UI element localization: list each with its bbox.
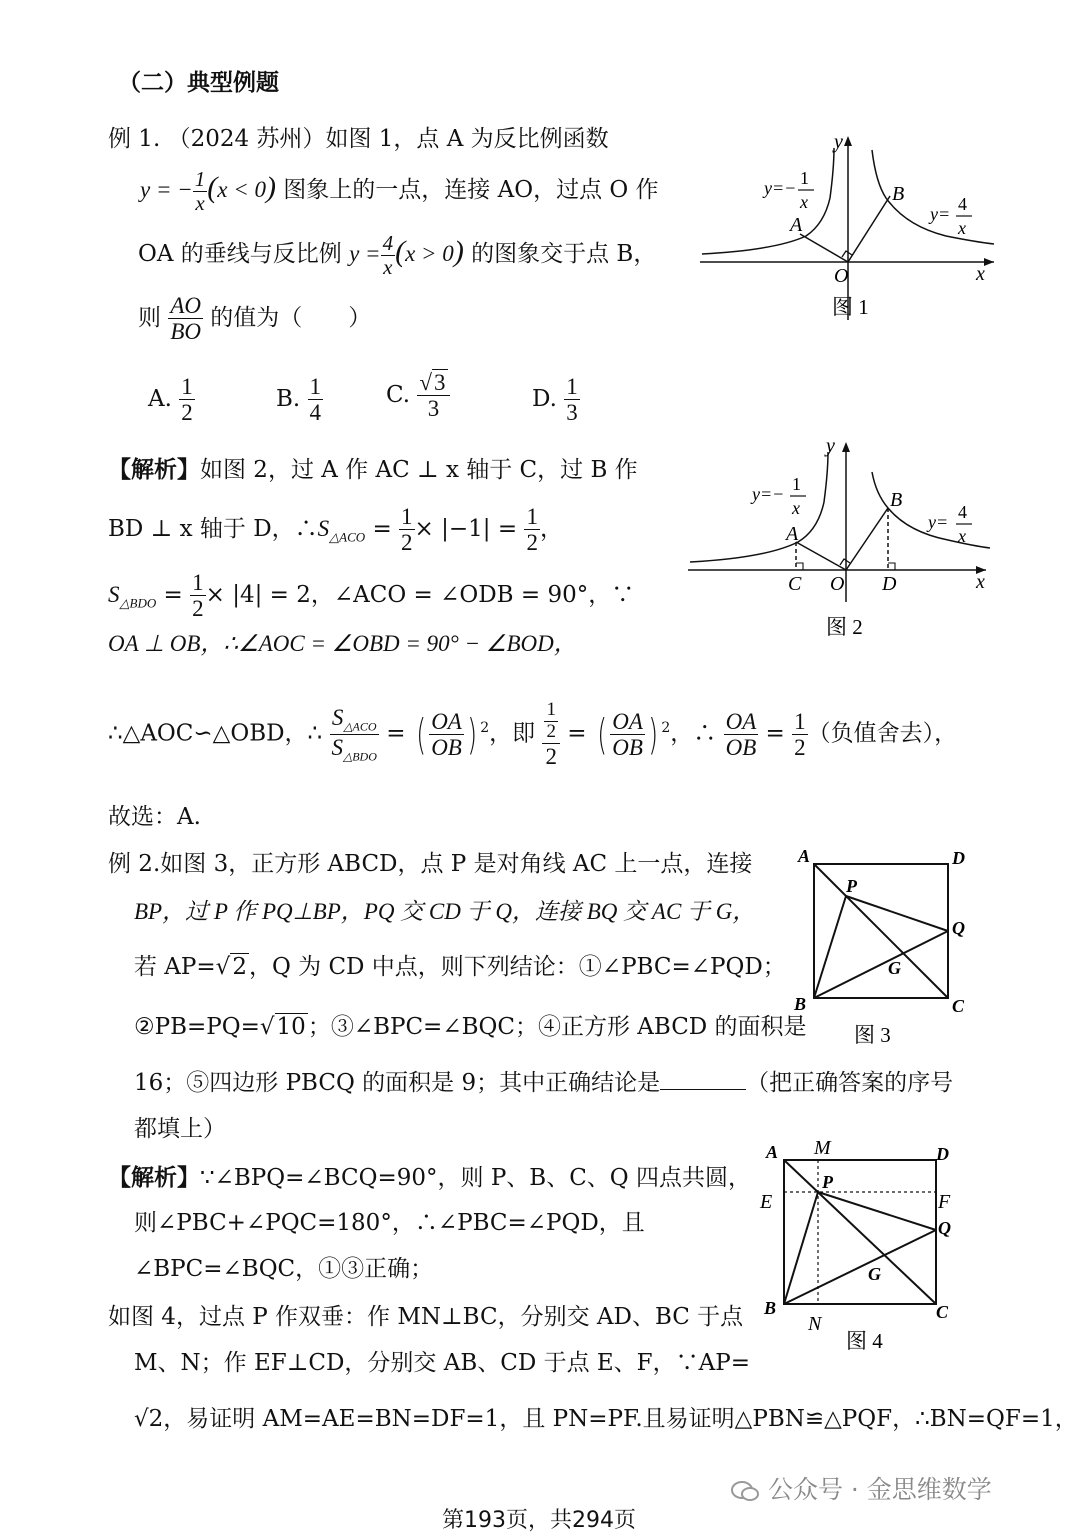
- svg-text:Q: Q: [952, 918, 965, 938]
- ex2-line2: BP，过 P 作 PQ⊥BP，PQ 交 CD 于 Q，连接 BQ 交 AC 于 G，: [134, 899, 756, 924]
- fig2-caption: 图 2: [826, 615, 863, 639]
- svg-text:P: P: [846, 876, 857, 896]
- sol1-line1: 【解析】如图 2，过 A 作 AC ⊥ x 轴于 C，过 B 作: [108, 456, 638, 483]
- svg-text:x: x: [800, 192, 808, 212]
- svg-text:C: C: [936, 1302, 949, 1322]
- ex1-source: （2024 苏州）: [167, 126, 326, 152]
- figure-4: [756, 1134, 970, 1360]
- sol1-line4: OA ⊥ OB，∴∠AOC = ∠OBD = 90° − ∠BOD，: [108, 631, 577, 656]
- svg-text:F: F: [938, 1191, 951, 1213]
- sol2-line2: 则∠PBC+∠PQC=180°，∴∠PBC=∠PQD，且: [134, 1210, 645, 1236]
- sol1-line2: BD ⊥ x 轴于 D，$\therefore S_{\triangle ACO}$ = $\frac{1}{2}$ × |−1| = $\frac{1}{2}$ ，: [108, 504, 563, 556]
- answer-blank[interactable]: [660, 1089, 746, 1090]
- svg-text:1: 1: [792, 474, 801, 494]
- svg-text:x: x: [958, 526, 966, 546]
- sol1-answer: 故选：A.: [108, 804, 201, 830]
- sol1-line3: $S_{\triangle BDO}$ = $\frac{1}{2}$ × |4| = 2，∠ACO = ∠ODB = 90°，∵: [108, 570, 635, 622]
- ex2-line6: 都填上）: [134, 1116, 226, 1142]
- svg-text:O: O: [830, 573, 845, 595]
- fig4-caption: 图 4: [846, 1329, 883, 1353]
- svg-text:4: 4: [958, 194, 967, 214]
- svg-text:D: D: [952, 848, 965, 868]
- wechat-icon: [730, 1479, 760, 1503]
- svg-text:y=−: y=−: [752, 484, 785, 504]
- ex1-text3a: OA 的垂线与反比例: [138, 240, 342, 267]
- option-b[interactable]: B. $\frac{1}{4}$: [276, 374, 322, 426]
- ex1-line4: 则 $\frac{AO}{BO}$ 的值为（ ）: [138, 293, 372, 345]
- ex1-text3b: 的图象交于点 B，: [471, 240, 657, 267]
- ex1-text2: 图象上的一点，连接 AO，过点 O 作: [283, 176, 659, 203]
- svg-text:1: 1: [800, 168, 809, 188]
- figure-3: [790, 842, 980, 1052]
- svg-text:P: P: [822, 1172, 833, 1192]
- svg-text:B: B: [892, 183, 905, 205]
- svg-text:A: A: [766, 1142, 779, 1162]
- option-d[interactable]: D. $\frac{1}{3}$: [532, 374, 578, 426]
- svg-text:O: O: [834, 265, 849, 287]
- sol2-line1: 【解析】∵∠BPQ=∠BCQ=90°，则 P、B、C、Q 四点共圆，: [108, 1164, 751, 1191]
- svg-text:A: A: [790, 214, 803, 236]
- sol2-line5: M、N；作 EF⊥CD，分别交 AB、CD 于点 E、F，∵AP=: [134, 1350, 750, 1376]
- svg-text:C: C: [788, 573, 802, 595]
- ex1-text4b: 的值为（ ）: [210, 304, 372, 331]
- sol2-line4: 如图 4，过点 P 作双垂：作 MN⊥BC，分别交 AD、BC 于点: [108, 1304, 744, 1330]
- option-a[interactable]: A. $\frac{1}{2}$: [148, 374, 193, 426]
- figure-2: [686, 432, 998, 646]
- sol2-tag: 【解析】: [108, 1164, 200, 1191]
- sol2-line6: √2，易证明 AM=AE=BN=DF=1，且 PN=PF.且易证明△PBN≌△PQF，∴BN=QF=1，: [134, 1406, 1078, 1432]
- svg-text:N: N: [808, 1313, 822, 1335]
- option-c[interactable]: C. $\frac{√3}{3}$: [386, 370, 450, 422]
- ex1-text4a: 则: [138, 304, 161, 331]
- svg-text:A: A: [786, 523, 799, 545]
- ex1-line1: [108, 128, 609, 151]
- svg-text:E: E: [760, 1191, 773, 1213]
- svg-text:B: B: [794, 994, 807, 1014]
- ex2-line1: 例 2.如图 3，正方形 ABCD，点 P 是对角线 AC 上一点，连接: [108, 851, 753, 877]
- sol1-tag: 【解析】: [108, 456, 200, 483]
- figure-1: [696, 128, 1006, 328]
- ex1-text1: 如图 1，点 A 为反比例函数: [325, 126, 609, 152]
- svg-text:y=: y=: [928, 512, 949, 532]
- svg-text:Q: Q: [938, 1218, 951, 1238]
- svg-text:y=−: y=−: [764, 178, 797, 198]
- svg-text:D: D: [936, 1144, 949, 1164]
- fig1-caption: 图 1: [832, 295, 869, 319]
- func1: y = − $\frac{1}{x}$ (x < 0): [140, 167, 276, 216]
- svg-text:B: B: [890, 489, 903, 511]
- page-footer: 第193页，共294页: [442, 1508, 636, 1533]
- func2: y = $\frac{4}{x}$ (x > 0): [349, 231, 464, 280]
- ex2-line4: ②PB=PQ=√10；③∠BPC=∠BQC；④正方形 ABCD 的面积是: [134, 1014, 807, 1040]
- sol1-line5: ∴△AOC∽△OBD，∴ $\frac{S_{\triangle ACO}}{S_{\triangle BDO}}$ = ( $\frac{OA}{OB}$ ) $^2$，即 $\frac{\frac{1}{2}}{2}$ = ( $\frac{OA}{OB}$ ) $^2$，∴ $\frac{OA}{OB}$ = $\frac{1}{2}$ （负值舍去），: [108, 699, 958, 769]
- ex2-line5: 16；⑤四边形 PBCQ 的面积是 9；其中正确结论是 （把正确答案的序号: [134, 1070, 954, 1096]
- svg-text:y=: y=: [930, 204, 951, 224]
- section-heading: （二）典型例题: [118, 70, 279, 96]
- ex2-line3: 若 AP=√2，Q 为 CD 中点，则下列结论：①∠PBC=∠PQD；: [134, 954, 786, 980]
- svg-text:D: D: [882, 573, 897, 595]
- svg-text:A: A: [798, 846, 811, 866]
- svg-text:4: 4: [958, 502, 967, 522]
- ex1-line3: [138, 232, 656, 279]
- watermark: 公众号 · 金思维数学: [730, 1470, 992, 1506]
- svg-text:C: C: [952, 996, 965, 1016]
- svg-text:x: x: [976, 571, 985, 593]
- svg-text:x: x: [976, 263, 985, 285]
- svg-text:y: y: [834, 131, 843, 153]
- svg-text:x: x: [958, 218, 966, 238]
- svg-text:G: G: [888, 958, 901, 978]
- ex1-label: 例 1.: [108, 126, 161, 152]
- ex1-line2: [140, 168, 659, 215]
- svg-text:x: x: [792, 498, 800, 518]
- svg-text:B: B: [764, 1298, 777, 1318]
- svg-text:G: G: [868, 1264, 881, 1284]
- fig3-caption: 图 3: [854, 1023, 891, 1047]
- svg-text:M: M: [814, 1137, 831, 1159]
- svg-text:y: y: [826, 435, 835, 457]
- sol2-line3: ∠BPC=∠BQC，①③正确；: [134, 1256, 434, 1282]
